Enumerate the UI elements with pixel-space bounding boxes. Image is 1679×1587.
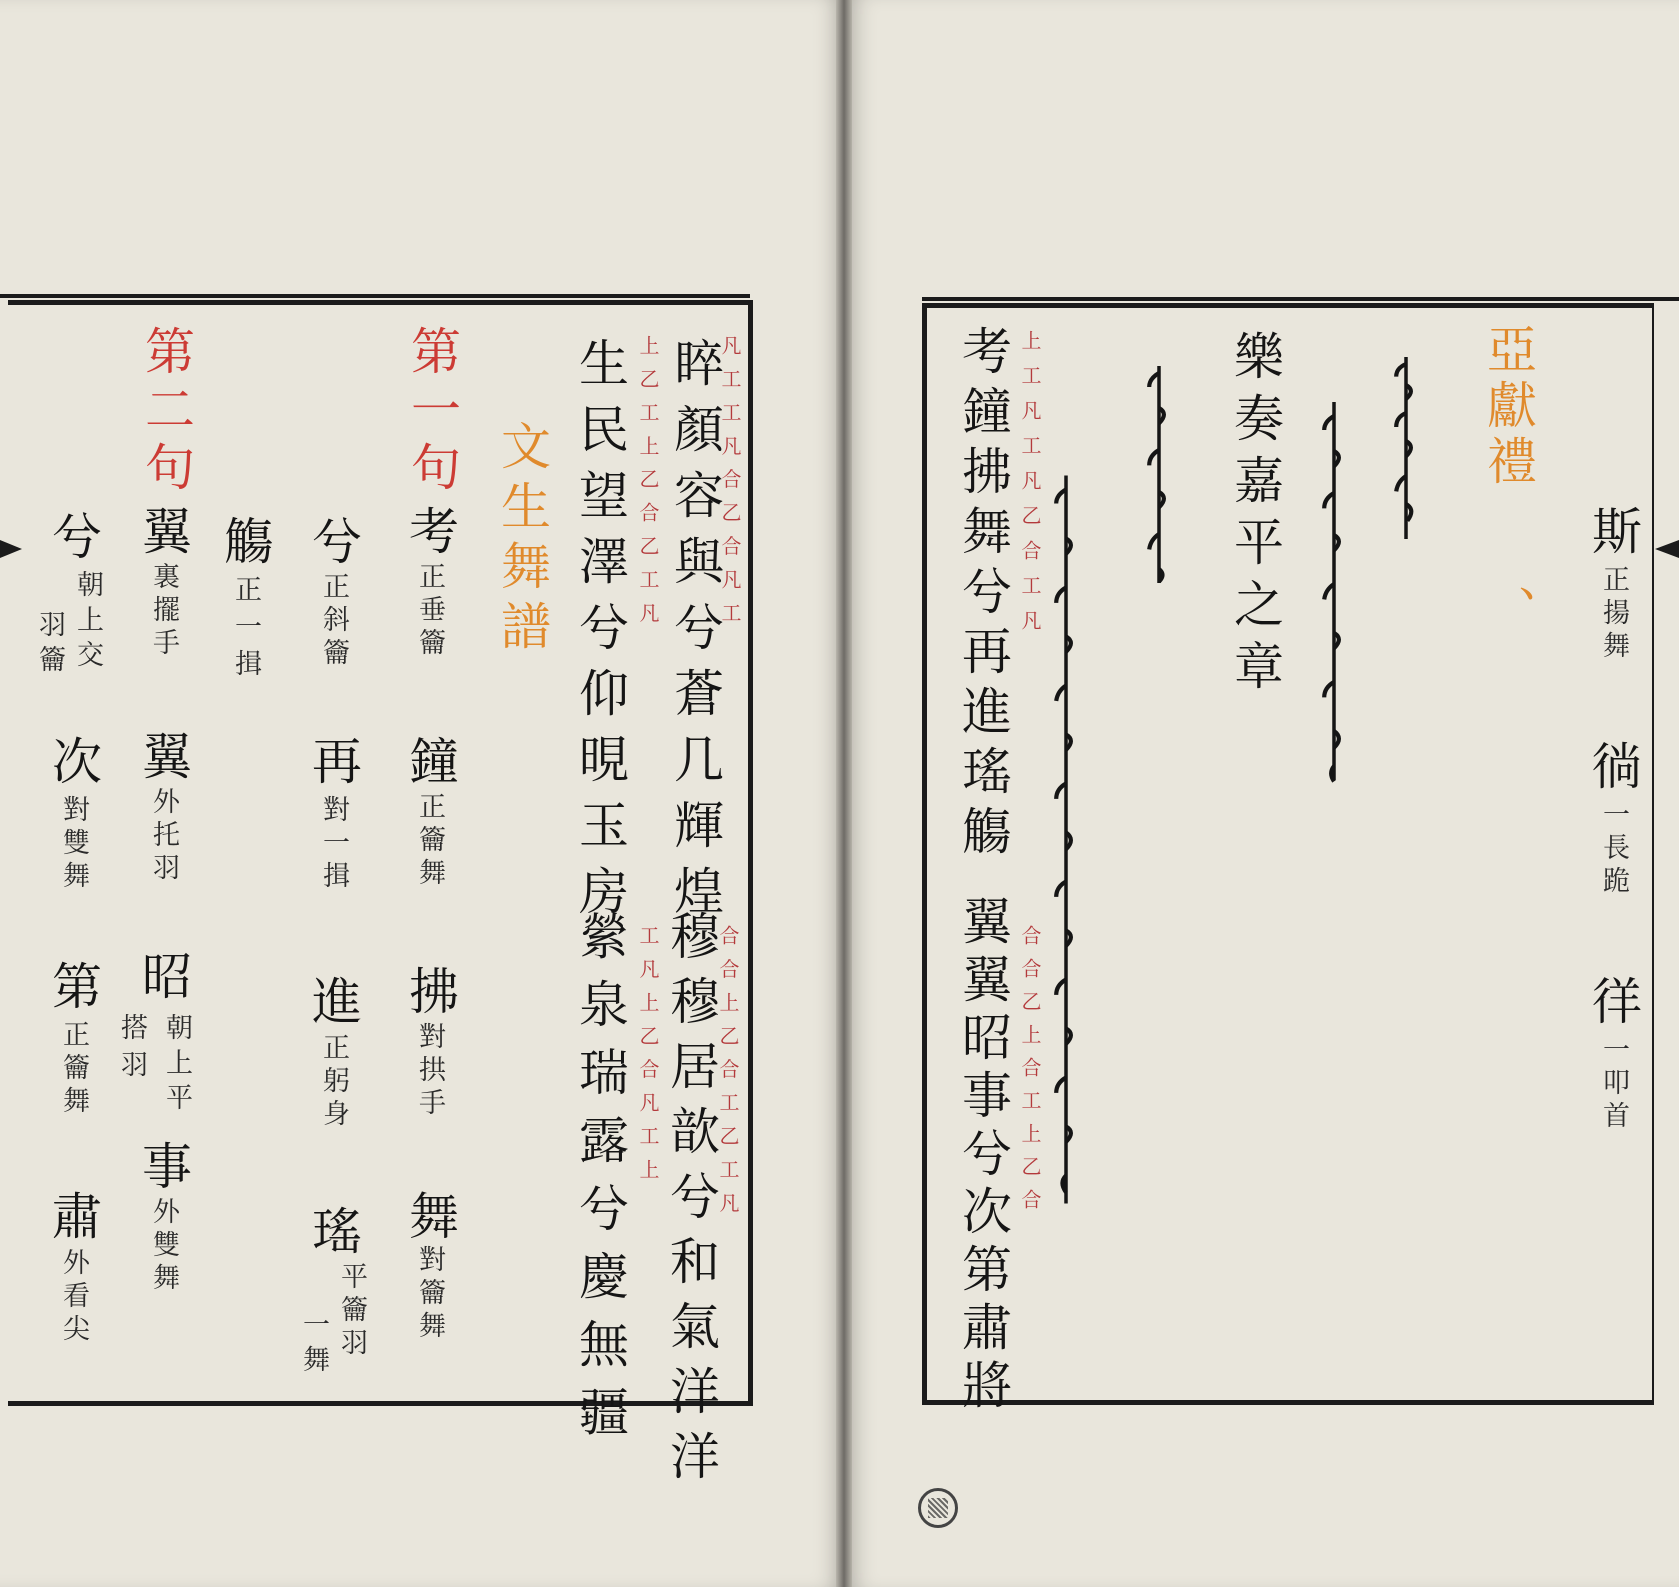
- top-rule-left: [0, 294, 750, 298]
- phrase2-line1-small-2: 外托羽: [148, 787, 179, 886]
- phrase2-line2-small-2: 羽籥: [34, 610, 65, 680]
- notation-column-2: 合合上乙合工乙工凡: [716, 925, 740, 1226]
- top-rule-right: [922, 297, 1679, 301]
- phrase2-line1-small-4: 外雙舞: [148, 1197, 179, 1296]
- phrase2-label: 第二句: [137, 325, 195, 499]
- notation-column-4: 工凡上乙合凡工上: [636, 925, 660, 1193]
- manchu-column-1: [1392, 318, 1420, 578]
- right-col1-char-3: 徉: [1584, 975, 1642, 1025]
- right-col1-small-1: 正揚舞: [1598, 565, 1629, 664]
- phrase2-line1-char-3: 昭: [134, 950, 192, 1000]
- right-lyric-1: 考鐘拂舞兮再進瑤觴: [954, 325, 1012, 865]
- notation-column-3: 上乙工上乙合乙工凡: [636, 335, 660, 636]
- phrase1-line2-char-4: 瑤: [304, 1205, 362, 1255]
- phrase1-line1-small-2: 正籥舞: [414, 792, 445, 891]
- manchu-glyph: [1392, 318, 1420, 578]
- right-lyric-2: 翼翼昭事兮次第肅將: [954, 895, 1012, 1417]
- phrase1-line1-head: 考: [401, 505, 459, 555]
- phrase1-line3-small: 正一揖: [230, 575, 261, 686]
- phrase2-line2-small-5: 外看尖: [58, 1248, 89, 1347]
- phrase2-line2-char-3: 第: [44, 960, 102, 1010]
- phrase1-line2-small-2: 對一揖: [318, 795, 349, 894]
- book-gutter: [836, 0, 852, 1587]
- phrase1-line2-small-3: 正躬身: [318, 1033, 349, 1132]
- phrase2-line2-small-1: 朝上交: [72, 570, 103, 675]
- phrase1-line2-small-1: 正斜籥: [318, 572, 349, 671]
- phrase1-line1-small-3: 對拱手: [414, 1022, 445, 1121]
- manchu-glyph: [1320, 318, 1348, 878]
- phrase2-line1-small-3: 朝上平: [161, 1013, 192, 1118]
- right-col1-small-3: 一叩首: [1598, 1035, 1629, 1134]
- right-col1-char-2: 徜: [1584, 740, 1642, 790]
- lyric-column-3: 生民望澤兮仰晛玉房: [571, 337, 629, 931]
- fishtail-right: [1655, 540, 1679, 558]
- phrase1-line2-char-1: 兮: [304, 515, 362, 565]
- phrase1-line3-char: 觴: [216, 515, 274, 565]
- right-col1-small-2: 一長跪: [1598, 800, 1629, 899]
- phrase2-line2-char-1: 兮: [44, 510, 102, 560]
- phrase1-line2-small-4: 平籥羽: [336, 1262, 367, 1361]
- notation-column-1: 凡工工凡合乙合凡工: [718, 335, 742, 636]
- section-title: 亞獻禮: [1479, 323, 1537, 491]
- phrase2-line1-char-1: 翼: [134, 505, 192, 555]
- lyric-column-4: 縈泉瑞露兮慶無疆: [571, 910, 629, 1454]
- phrase1-line1-head-4: 舞: [401, 1190, 459, 1240]
- phrase1-line2-tail: 一舞: [298, 1310, 329, 1380]
- phrase1-line1-head-3: 拂: [401, 965, 459, 1015]
- right-col1-char-1: 斯: [1584, 505, 1642, 555]
- music-line: 樂奏嘉平之章: [1226, 330, 1284, 702]
- phrase1-line1-head-2: 鐘: [401, 735, 459, 785]
- phrase1-line2-char-3: 進: [304, 975, 362, 1025]
- manchu-glyph: [1145, 318, 1173, 638]
- right-notation-1: 上工凡工凡乙合工凡: [1018, 330, 1042, 645]
- dance-score-title: 文生舞譜: [493, 420, 551, 660]
- manchu-column-2: [1320, 318, 1348, 878]
- collector-seal: [918, 1488, 958, 1528]
- phrase2-line1-char-2: 翼: [134, 730, 192, 780]
- phrase2-line1-small-1: 裏擺手: [148, 562, 179, 661]
- fishtail-left: [0, 540, 22, 558]
- manchu-glyph: [1052, 318, 1080, 1368]
- bleed-through: [1560, 330, 1611, 374]
- phrase1-label: 第一句: [403, 325, 461, 499]
- phrase2-line2-char-2: 次: [44, 735, 102, 785]
- phrase2-line2-small-4: 正籥舞: [58, 1020, 89, 1119]
- right-notation-2: 合合乙上合工上乙合: [1018, 925, 1042, 1222]
- phrase2-line1-aside: 搭羽: [116, 1013, 147, 1087]
- manchu-column-4: [1052, 318, 1080, 1368]
- phrase2-line1-char-4: 事: [134, 1140, 192, 1190]
- lyric-column-1: 睟顏容與兮蒼几輝煌: [666, 337, 724, 931]
- phrase1-line1-small-1: 正垂籥: [414, 562, 445, 661]
- lyric-column-2: 穆穆居歆兮和氣洋洋: [662, 910, 720, 1495]
- phrase2-line2-char-4: 肅: [44, 1190, 102, 1240]
- phrase2-line2-small-3: 對雙舞: [58, 795, 89, 894]
- phrase1-line2-char-2: 再: [304, 735, 362, 785]
- phrase1-line1-small-4: 對籥舞: [414, 1245, 445, 1344]
- manchu-column-3: [1145, 318, 1173, 638]
- section-title-mark: 、: [1479, 585, 1537, 635]
